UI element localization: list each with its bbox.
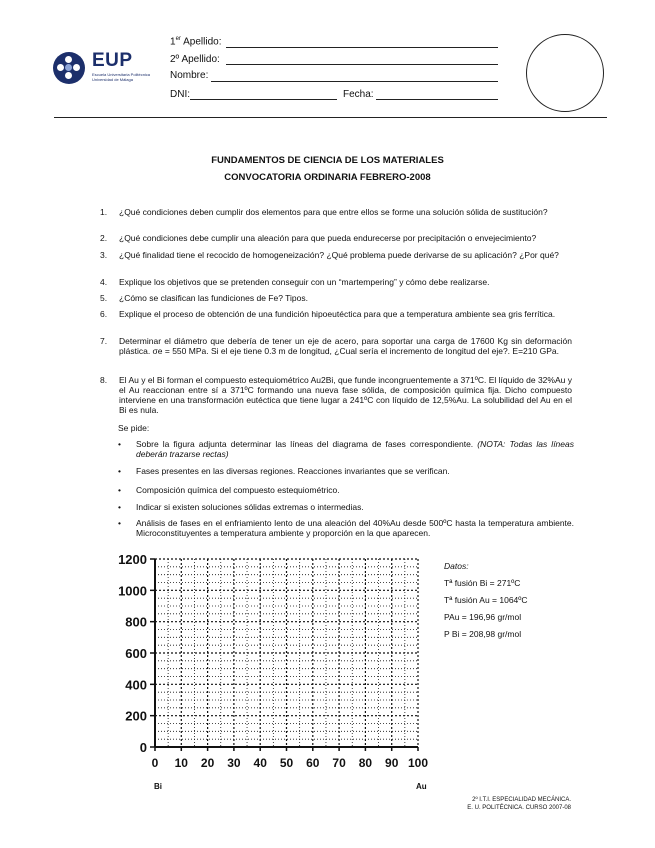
- exam-title: FUNDAMENTOS DE CIENCIA DE LOS MATERIALES: [211, 155, 444, 166]
- apellido2-field[interactable]: [226, 64, 498, 65]
- question-7: 7. Determinar el diámetro que debería de tener un eje de acero, para soportar una carga de 17600 Kg sin deformación plástica. σe = 550 MPa. Si el eje tiene 0.3 m de longitud, ¿Cual sería el incremento de longitud del eje?. E=210 GPa.: [100, 336, 572, 356]
- y-tick-label-1000: 1000: [118, 583, 147, 599]
- x-tick-label-50: 50: [279, 756, 294, 770]
- x-tick-label-20: 20: [200, 756, 215, 770]
- x-tick-label-100: 100: [407, 756, 429, 770]
- datos-line-4: P Bi = 208,98 gr/mol: [444, 629, 522, 639]
- apellido2-label: 2º Apellido:: [170, 54, 220, 65]
- fecha-field[interactable]: [376, 99, 498, 100]
- x-tick-label-90: 90: [385, 756, 399, 770]
- x-left-label: Bi: [154, 782, 162, 791]
- phase-diagram-grid: [100, 548, 440, 780]
- footer-school: E. U. POLITÉCNICA. CURSO 2007-08: [467, 805, 571, 811]
- x-tick-label-40: 40: [253, 756, 267, 770]
- y-tick-label-0: 0: [139, 740, 147, 755]
- question-5: 5. ¿Cómo se clasifican las fundiciones de Fe? Tipos.: [100, 293, 308, 303]
- datos-line-2: Tª fusión Au = 1064ºC: [444, 595, 528, 605]
- x-tick-label-70: 70: [332, 756, 346, 770]
- datos-line-3: PAu = 196,96 gr/mol: [444, 612, 522, 622]
- apellido1-field[interactable]: [226, 47, 498, 48]
- x-tick-label-10: 10: [174, 756, 188, 770]
- footer-course: 2º I.T.I. ESPECIALIDAD MECÁNICA.: [472, 797, 571, 803]
- nombre-field[interactable]: [211, 81, 498, 82]
- eup-logo-icon: [53, 52, 85, 84]
- bullet-4: • Indicar si existen soluciones sólidas extremas o intermedias.: [118, 502, 364, 512]
- header-divider: [54, 117, 607, 118]
- x-tick-label-60: 60: [306, 756, 320, 770]
- bullet-5: • Análisis de fases en el enfriamiento lento de una aleación del 40%Au desde 500ºC hasta la temperatura ambiente. Microconstituyentes a temperatura ambiente y proporción en la que aparecen.: [118, 518, 574, 538]
- question-4: 4. Explique los objetivos que se pretenden conseguir con un “martempering” y cómo debe realizarse.: [100, 277, 490, 287]
- y-tick-label-600: 600: [125, 646, 147, 661]
- logo-name: EUP: [92, 50, 133, 71]
- dni-field[interactable]: [190, 99, 337, 100]
- y-tick-label-800: 800: [125, 614, 147, 630]
- x-right-label: Au: [416, 782, 427, 791]
- question-2: 2. ¿Qué condiciones debe cumplir una aleación para que pueda endurecerse por precipitación o envejecimiento?: [100, 233, 537, 243]
- question-6: 6. Explique el proceso de obtención de una fundición hipoeutéctica para que a temperatura ambiente sea gris ferrítica.: [100, 309, 556, 319]
- question-8: 8. El Au y el Bi forman el compuesto estequiométrico Au2Bi, que funde incongruentemente a 371ºC. El líquido de 32%Au y el Au reaccionan entre sí a 371ºC formando una nueva fase sólida, de composición química fija. Dicho compuesto interviene en una transformación eutéctica que tiene lugar a 241ºC con líquido de 12,5%Au. La solubilidad del Au en el Bi es nula.: [100, 375, 572, 415]
- exam-subtitle: CONVOCATORIA ORDINARIA FEBRERO-2008: [224, 172, 431, 183]
- photo-circle: [526, 34, 604, 112]
- question-1: 1. ¿Qué condiciones deben cumplir dos elementos para que entre ellos se forme una solución sólida de sustitución?: [100, 207, 548, 217]
- x-tick-label-80: 80: [358, 756, 373, 770]
- datos-line-1: Tª fusión Bi = 271ºC: [444, 578, 521, 588]
- y-tick-label-200: 200: [125, 708, 147, 724]
- bullet-2: • Fases presentes en las diversas regiones. Reacciones invariantes que se verifican.: [118, 466, 450, 476]
- fecha-label: Fecha:: [343, 89, 374, 100]
- x-tick-label-30: 30: [227, 756, 241, 770]
- dni-label: DNI:: [170, 89, 190, 100]
- logo-subtitle: Escuela Universitaria Politécnica Universidad de Málaga: [92, 72, 151, 82]
- bullet-3: • Composición química del compuesto estequiométrico.: [118, 485, 340, 495]
- y-tick-label-1200: 1200: [118, 552, 147, 567]
- y-tick-label-400: 400: [125, 677, 147, 693]
- se-pide-label: Se pide:: [118, 423, 150, 433]
- nombre-label: Nombre:: [170, 70, 209, 81]
- question-3: 3. ¿Qué finalidad tiene el recocido de homogeneización? ¿Qué problema puede derivarse de su aplicación? ¿Por qué?: [100, 250, 559, 260]
- apellido1-label: 1er Apellido:: [170, 36, 222, 48]
- datos-title: Datos:: [444, 561, 469, 571]
- bullet-1: • Sobre la figura adjunta determinar las líneas del diagrama de fases correspondiente. (NOTA: Todas las líneas deberán trazarse rectas): [118, 439, 574, 459]
- x-tick-label-0: 0: [151, 756, 159, 770]
